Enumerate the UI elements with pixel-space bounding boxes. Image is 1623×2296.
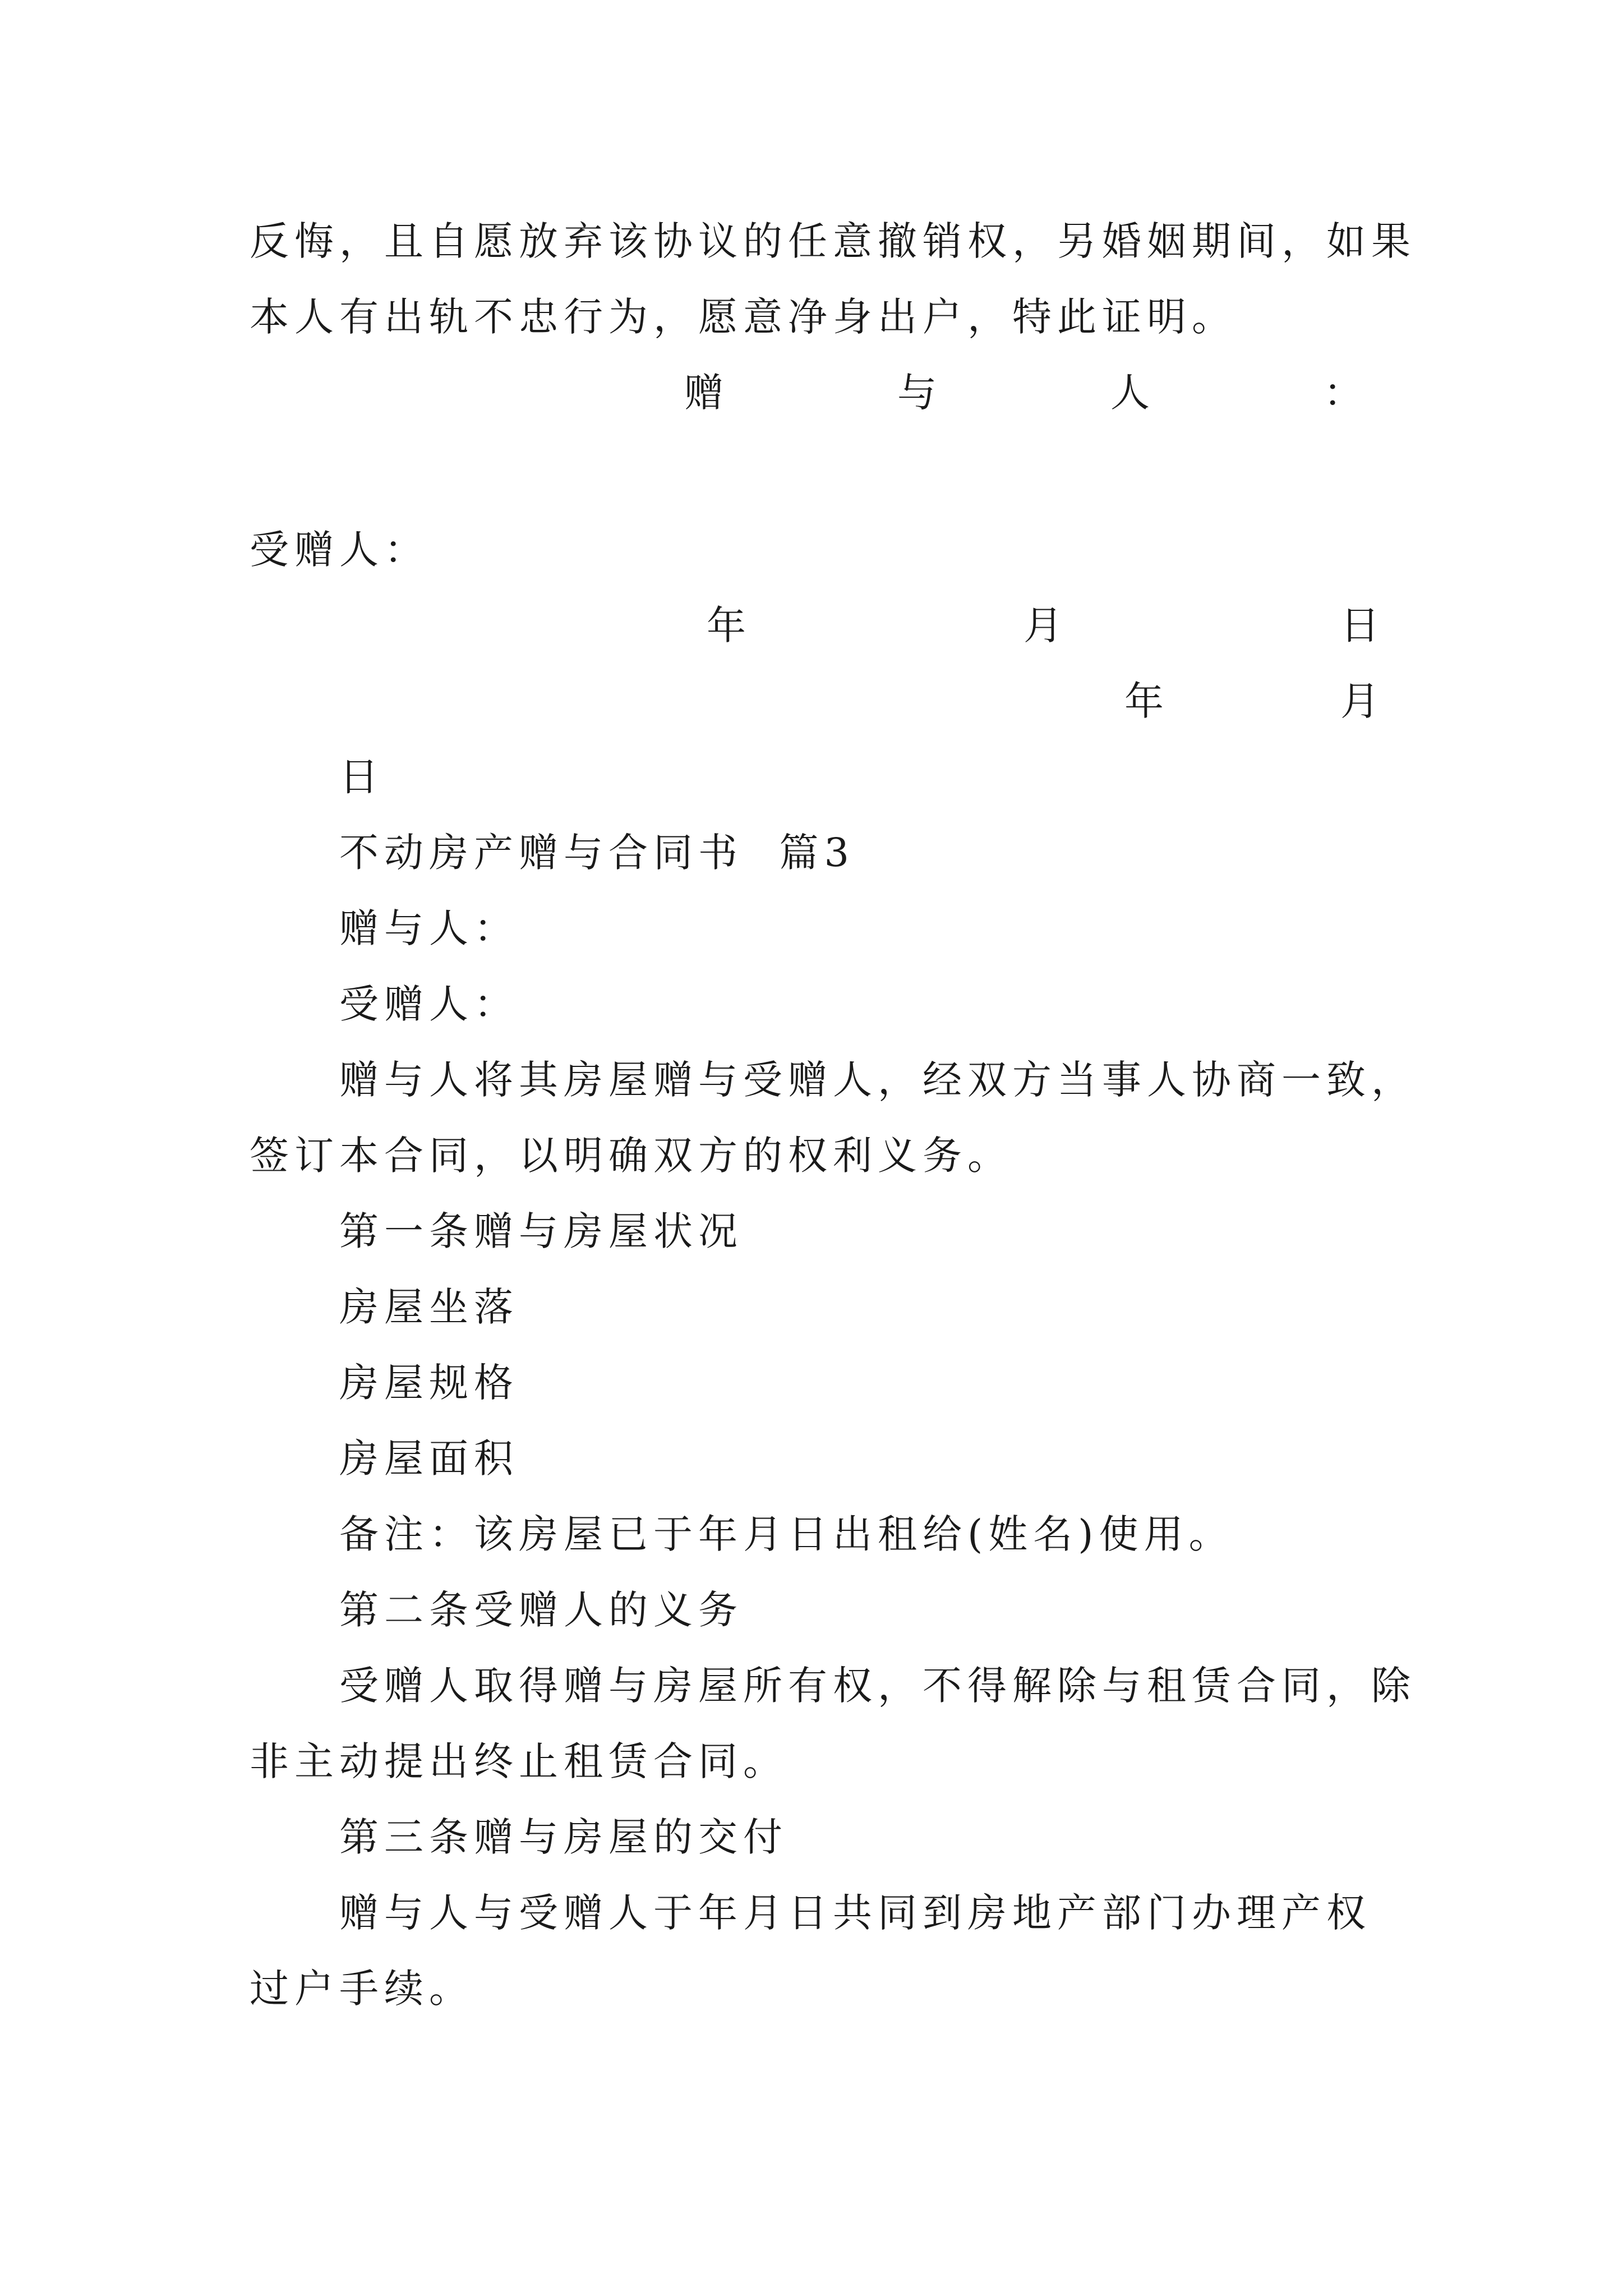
date-year: 年: [1124, 678, 1164, 724]
article-title: 第三条赠与房屋的交付: [339, 1814, 788, 1860]
intro-line: 签订本合同，以明确双方的权利义务。: [250, 1133, 1012, 1179]
date-day: 日: [1340, 602, 1380, 648]
note-line: 备注：该房屋已于年月日出租给(姓名)使用。: [339, 1511, 1234, 1557]
donor-label: 赠与人：: [339, 905, 519, 951]
signature-char: 赠: [684, 370, 723, 416]
date-year: 年: [707, 602, 746, 648]
article-title: 第二条受赠人的义务: [339, 1587, 743, 1633]
signature-char: ：: [1324, 370, 1363, 416]
donor-signature-line: [684, 365, 1363, 421]
signature-char: 人: [1110, 370, 1150, 416]
paragraph-line: 反悔，且自愿放弃该协议的任意撤销权，另婚姻期间，如果: [250, 218, 1416, 264]
signature-char: 与: [897, 370, 937, 416]
article-text-line: 过户手续。: [250, 1966, 474, 2012]
article-text-line: 赠与人与受赠人于年月日共同到房地产部门办理产权: [339, 1890, 1371, 1936]
article-title: 第一条赠与房屋状况: [339, 1208, 743, 1254]
article-item: 房屋坐落: [339, 1284, 519, 1330]
recipient-label: 受赠人：: [339, 981, 519, 1027]
recipient-signature-label: 受赠人：: [250, 527, 429, 573]
date-line: [707, 597, 1380, 654]
intro-line: 赠与人将其房屋赠与受赠人，经双方当事人协商一致，: [339, 1057, 1416, 1103]
date-month: 月: [1340, 678, 1380, 724]
date-line-2: [1124, 673, 1380, 729]
date-month: 月: [1023, 602, 1063, 648]
article-text-line: 非主动提出终止租赁合同。: [250, 1738, 788, 1784]
date-day-2: 日: [339, 754, 384, 800]
article-text-line: 受赠人取得赠与房屋所有权，不得解除与租赁合同，除: [339, 1663, 1416, 1709]
section-heading: 不动房产赠与合同书 篇3: [339, 830, 855, 876]
article-item: 房屋面积: [339, 1435, 519, 1481]
article-item: 房屋规格: [339, 1360, 519, 1406]
paragraph-line: 本人有出轨不忠行为，愿意净身出户，特此证明。: [250, 294, 1237, 340]
